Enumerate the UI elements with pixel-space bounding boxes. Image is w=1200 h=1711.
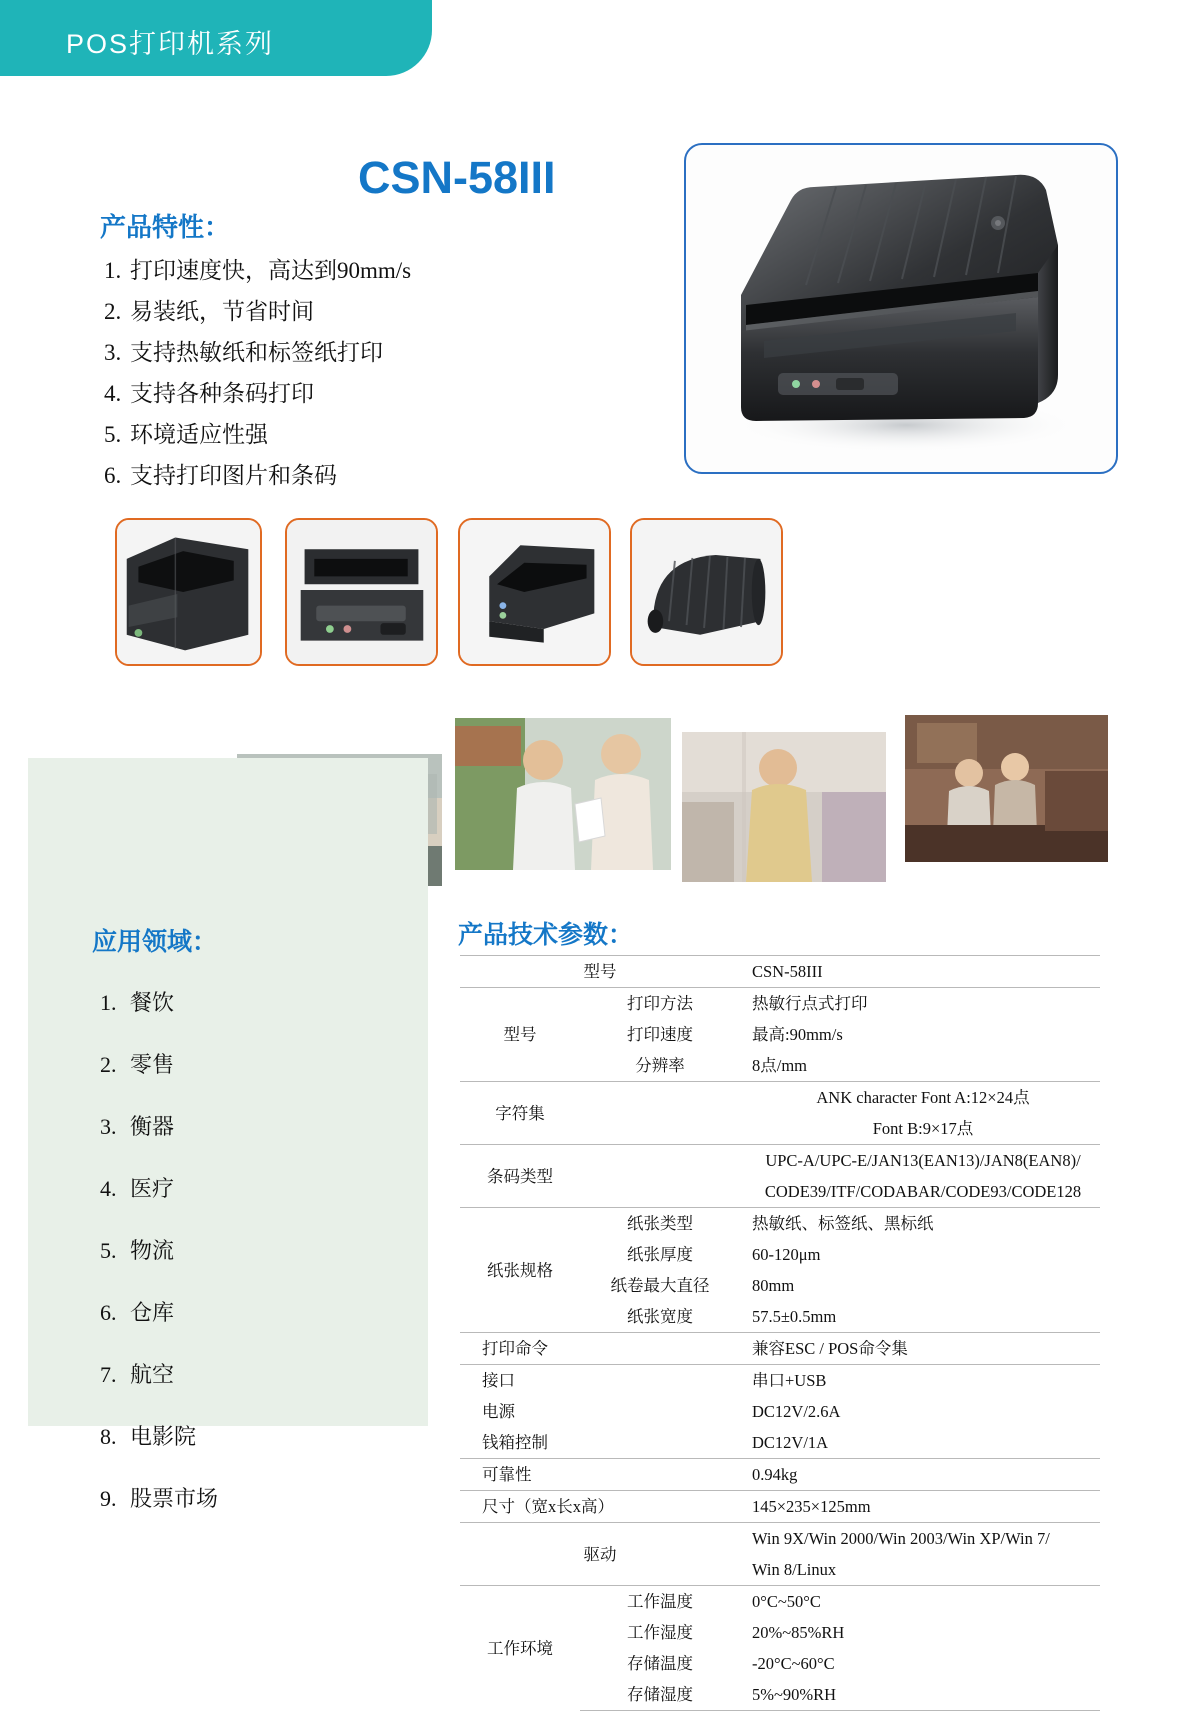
table-row (460, 1082, 1100, 1114)
list-item: 6. 支持打印图片和条码 (104, 463, 337, 488)
list-item: 3. 衡器 (100, 1114, 175, 1139)
spec-value: 60-120μm (752, 1245, 821, 1264)
main-product-photo (684, 143, 1118, 474)
applications-list (100, 972, 380, 1530)
list-item: 6. 仓库 (100, 1300, 175, 1325)
spec-label: 型号 (460, 988, 580, 1082)
feature-text: 支持各种条码打印 (130, 381, 314, 406)
scene-photo-clothing-store (682, 732, 886, 882)
applications-heading: 应用领域： (92, 929, 218, 956)
application-text: 衡器 (130, 1114, 175, 1139)
spec-value: -20°C~60°C (752, 1654, 835, 1673)
specs-heading: 产品技术参数： (458, 922, 634, 949)
feature-text: 打印速度快，高达到90mm/s (130, 258, 412, 283)
application-text: 零售 (130, 1052, 175, 1077)
spec-label: 纸张规格 (460, 1208, 580, 1333)
table-row (460, 1333, 1100, 1365)
product-model-title: CSN-58III (358, 152, 556, 203)
spec-sublabel: 纸张宽度 (627, 1307, 693, 1326)
product-thumbnail-4[interactable] (630, 518, 783, 666)
specs-table (460, 955, 1100, 1711)
table-row (460, 1523, 1100, 1555)
printer-angle-view-thumb (460, 520, 609, 664)
list-item: 4. 医疗 (100, 1176, 175, 1201)
application-text: 餐饮 (130, 990, 175, 1015)
spec-value: DC12V/1A (752, 1433, 829, 1452)
list-item: 1. 餐饮 (100, 990, 175, 1015)
spec-label: 打印命令 (460, 1333, 740, 1365)
feature-text: 支持热敏纸和标签纸打印 (130, 340, 383, 365)
spec-label: 可靠性 (460, 1459, 740, 1491)
spec-label: 尺寸（宽x长x高） (460, 1491, 740, 1523)
spec-sublabel: 纸张厚度 (627, 1245, 693, 1264)
spec-value: 0.94kg (740, 1459, 1100, 1491)
spec-sublabel: 工作湿度 (627, 1623, 693, 1642)
table-row (460, 1427, 1100, 1459)
spec-sublabel: 存储温度 (627, 1654, 693, 1673)
cafe-scene (905, 715, 1108, 862)
receipt-handover-scene (455, 718, 671, 870)
application-text: 医疗 (130, 1176, 175, 1201)
spec-value: 80mm (752, 1276, 795, 1295)
table-row (460, 1459, 1100, 1491)
spec-value: 热敏纸、标签纸、黑标纸 (740, 1208, 1100, 1240)
spec-sublabel: 存储湿度 (580, 1679, 740, 1711)
spec-sublabel: 工作温度 (580, 1586, 740, 1618)
table-row (460, 988, 1100, 1020)
list-item: 7. 航空 (100, 1362, 175, 1387)
banner-title: POS打印机系列 (66, 29, 275, 59)
feature-text: 环境适应性强 (130, 422, 268, 447)
spec-label: 字符集 (460, 1082, 580, 1145)
spec-value: 8点/mm (752, 1056, 808, 1075)
table-row (460, 1365, 1100, 1397)
application-text: 仓库 (130, 1300, 175, 1325)
list-item: 5. 环境适应性强 (104, 422, 268, 447)
table-row (460, 1145, 1100, 1177)
printer-front-view-thumb (287, 520, 436, 664)
product-thumbnail-2[interactable] (285, 518, 438, 666)
header-banner (0, 0, 432, 76)
spec-label: 工作环境 (460, 1586, 580, 1711)
application-text: 物流 (130, 1238, 175, 1263)
spec-label: 钱箱控制 (482, 1433, 548, 1452)
list-item: 2. 易装纸，节省时间 (104, 299, 314, 324)
list-item: 1. 打印速度快，高达到90mm/s (104, 258, 412, 283)
application-text: 股票市场 (130, 1486, 219, 1511)
spec-sublabel: 分辨率 (635, 1056, 685, 1075)
spec-sublabel: 纸卷最大直径 (610, 1276, 710, 1295)
list-item: 8. 电影院 (100, 1424, 197, 1449)
spec-value: 57.5±0.5mm (752, 1307, 837, 1326)
table-row (460, 1586, 1100, 1618)
spec-value: Win 8/Linux (752, 1560, 837, 1579)
spec-value: 145×235×125mm (740, 1491, 1100, 1523)
spec-value: DC12V/2.6A (752, 1402, 841, 1421)
features-list (104, 250, 524, 496)
spec-sublabel: 纸张类型 (580, 1208, 740, 1240)
scene-photo-receipt (455, 718, 671, 870)
spec-value: Win 9X/Win 2000/Win 2003/Win XP/Win 7/ (740, 1523, 1100, 1555)
spec-value: 兼容ESC / POS命令集 (740, 1333, 1100, 1365)
application-text: 航空 (130, 1362, 175, 1387)
spec-value: ANK character Font A:12×24点 (740, 1082, 1100, 1114)
spec-value: 串口+USB (740, 1365, 1100, 1397)
spec-value: 20%~85%RH (752, 1623, 845, 1642)
list-item: 2. 零售 (100, 1052, 175, 1077)
feature-text: 支持打印图片和条码 (130, 463, 337, 488)
spec-label: 驱动 (460, 1523, 740, 1586)
features-heading: 产品特性： (100, 213, 231, 242)
list-item: 4. 支持各种条码打印 (104, 381, 314, 406)
feature-text: 易装纸，节省时间 (130, 299, 314, 324)
spec-value: 0°C~50°C (740, 1586, 1100, 1618)
list-item: 5. 物流 (100, 1238, 175, 1263)
clothing-store-scene (682, 732, 886, 882)
spec-sublabel: 打印方法 (580, 988, 740, 1020)
spec-label: 电源 (482, 1402, 515, 1421)
product-thumbnail-3[interactable] (458, 518, 611, 666)
table-row (460, 1208, 1100, 1240)
spec-value: CODE39/ITF/CODABAR/CODE93/CODE128 (764, 1182, 1082, 1201)
spec-sublabel: 打印速度 (627, 1025, 693, 1044)
list-item: 3. 支持热敏纸和标签纸打印 (104, 340, 383, 365)
spec-label: 接口 (460, 1365, 740, 1397)
spec-value: 热敏行点式打印 (740, 988, 1100, 1020)
spec-value: 最高:90mm/s (752, 1025, 843, 1044)
list-item: 9. 股票市场 (100, 1486, 219, 1511)
printer-top-view-thumb (117, 520, 260, 664)
product-thumbnail-1[interactable] (115, 518, 262, 666)
spec-value: Font B:9×17点 (872, 1119, 974, 1138)
spec-label: 条码类型 (460, 1145, 580, 1208)
table-row (460, 1396, 1100, 1427)
application-text: 电影院 (130, 1424, 197, 1449)
spec-label: 型号 (460, 956, 740, 988)
spec-value: CSN-58III (740, 956, 1100, 988)
spec-value: UPC-A/UPC-E/JAN13(EAN13)/JAN8(EAN8)/ (740, 1145, 1100, 1177)
table-row (460, 1491, 1100, 1523)
scene-photo-cafe (905, 715, 1108, 862)
printer-rear-view-thumb (632, 520, 781, 664)
printer-illustration (686, 145, 1116, 472)
table-row (460, 956, 1100, 988)
spec-value: 5%~90%RH (740, 1679, 1100, 1711)
